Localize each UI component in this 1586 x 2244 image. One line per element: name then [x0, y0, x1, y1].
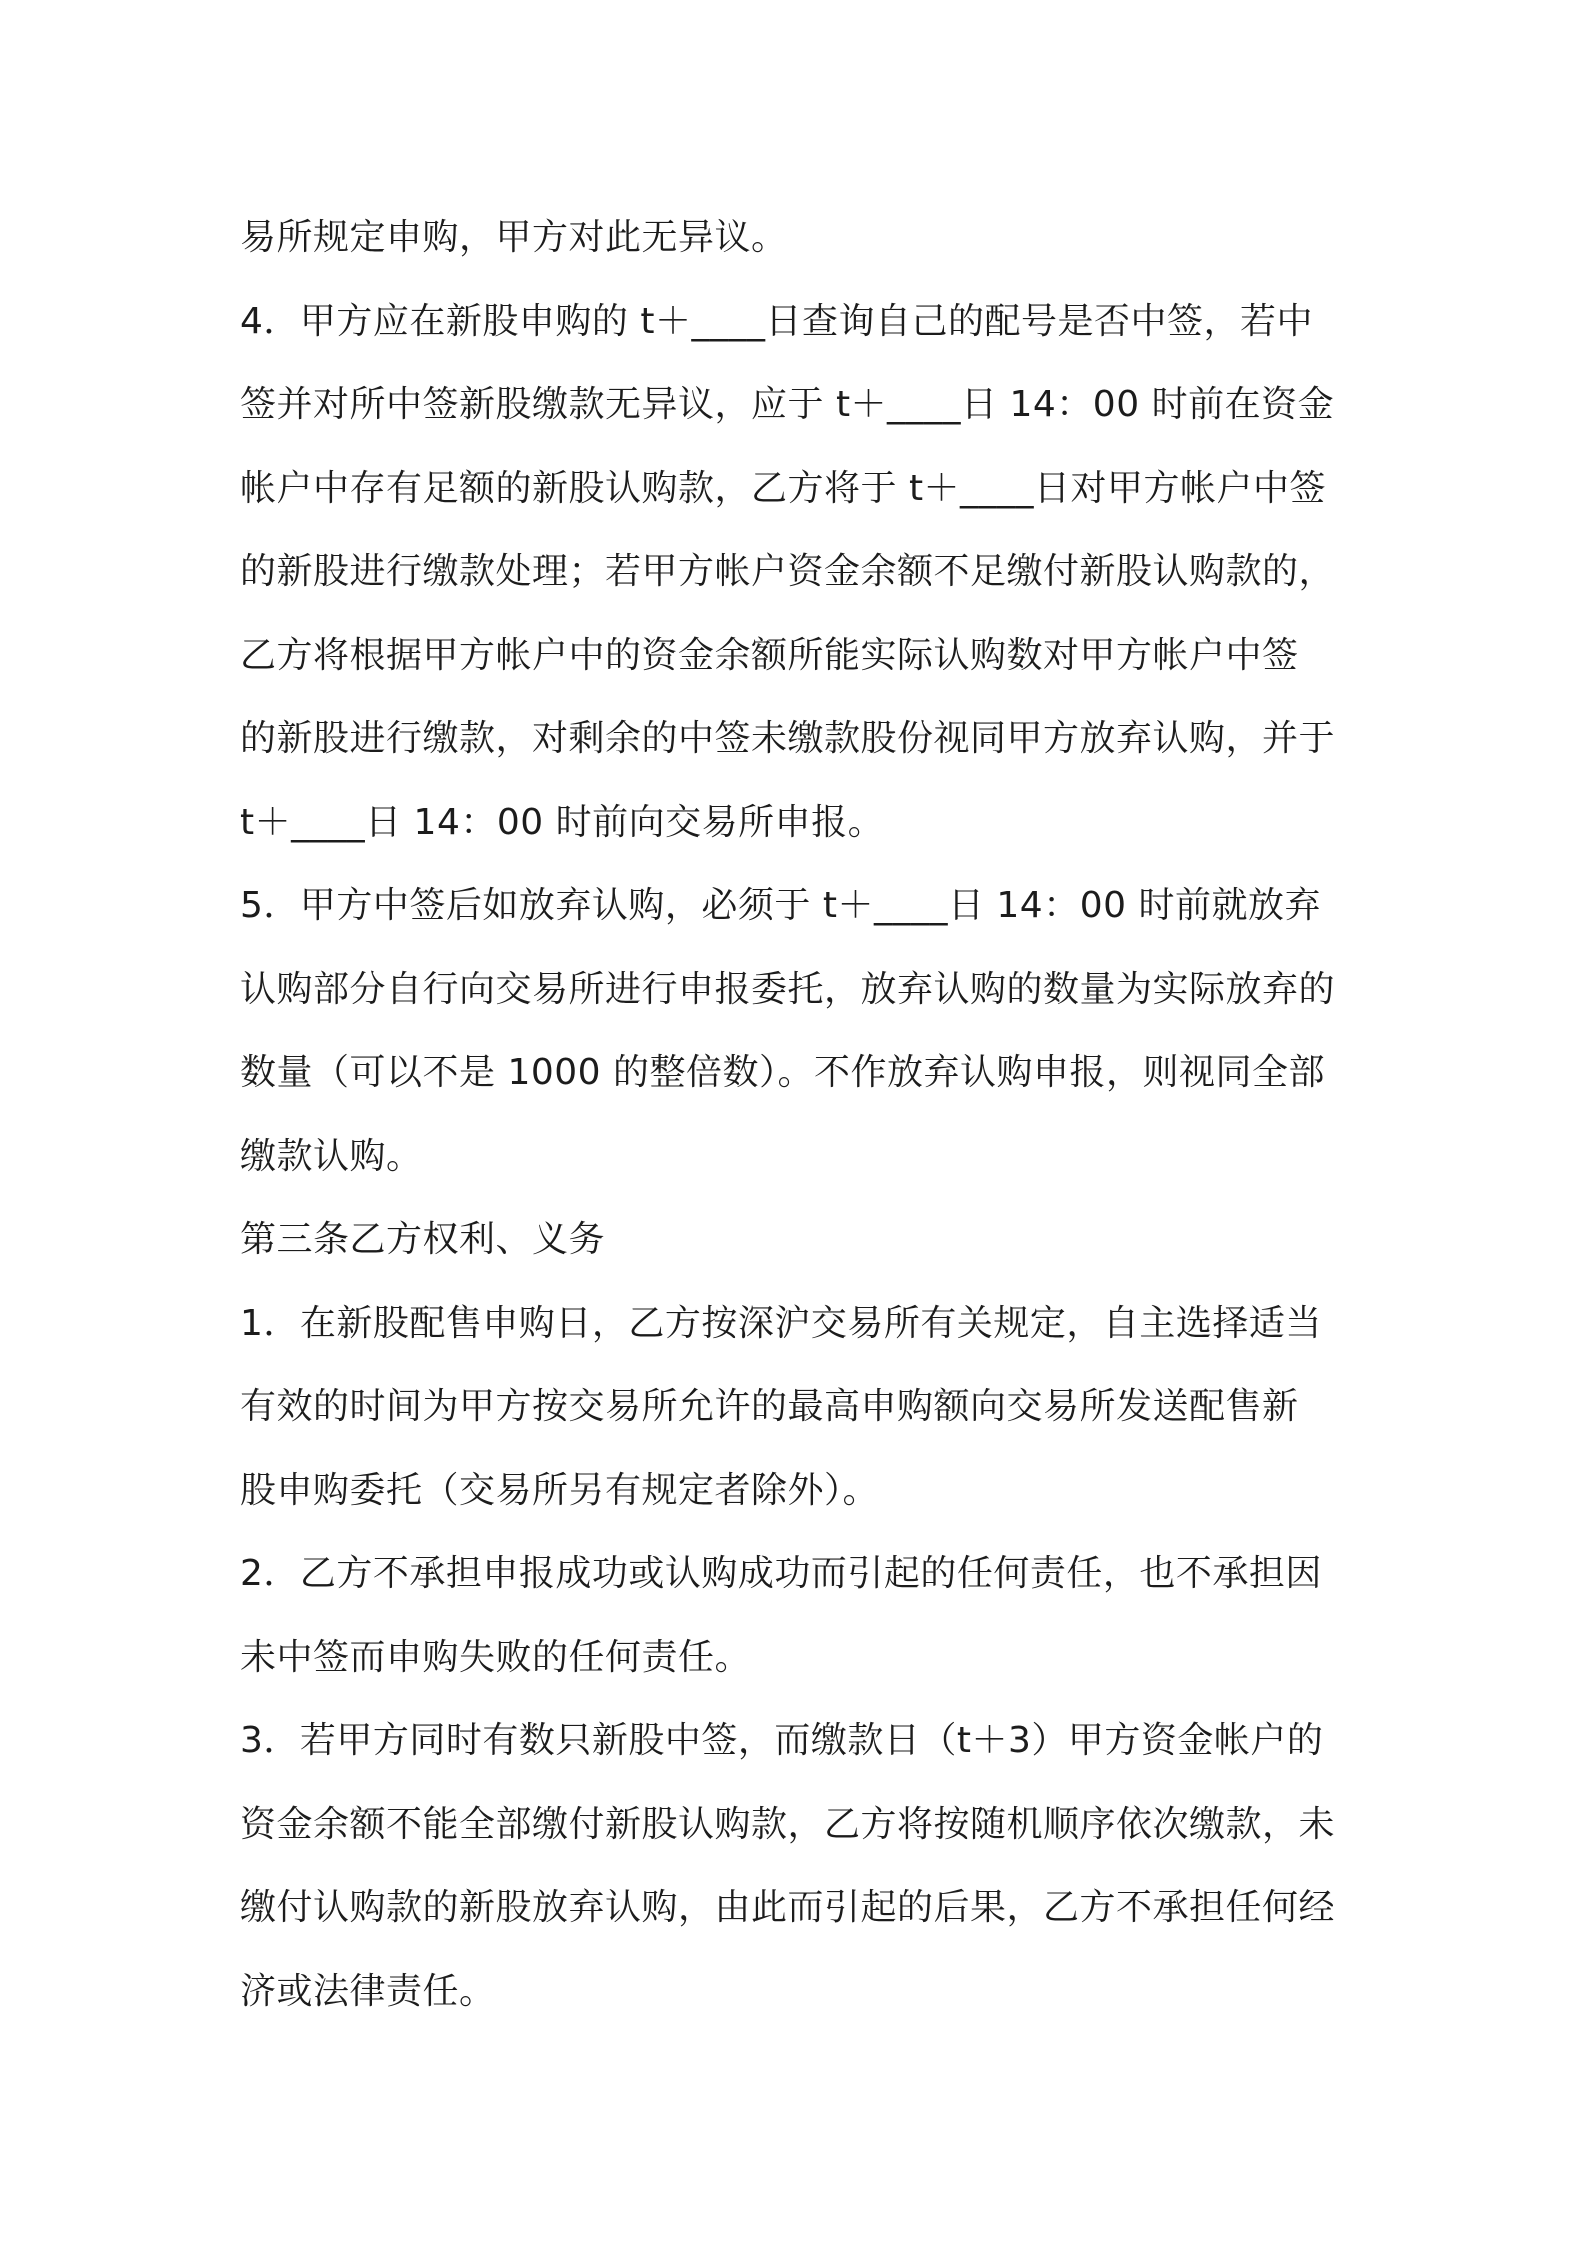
document-body [240, 196, 1360, 2033]
text-line: 缴付认购款的新股放弃认购，由此而引起的后果，乙方不承担任何经 [240, 1887, 1336, 1928]
paragraph-item-4 [240, 280, 1360, 865]
text-line: 2．乙方不承担申报成功或认购成功而引起的任何责任，也不承担因 [240, 1553, 1322, 1594]
text-line: 有效的时间为甲方按交易所允许的最高申购额向交易所发送配售新 [240, 1386, 1299, 1427]
text-line: 帐户中存有足额的新股认购款，乙方将于 t＋____日对甲方帐户中签 [240, 467, 1327, 509]
text-line: 的新股进行缴款处理；若甲方帐户资金余额不足缴付新股认购款的， [240, 551, 1336, 592]
text-line: 5．甲方中签后如放弃认购，必须于 t＋____日 14：00 时前就放弃 [240, 885, 1321, 926]
text-line: 数量（可以不是 1000 的整倍数）。不作放弃认购申报，则视同全部 [240, 1052, 1326, 1093]
text-line: 乙方将根据甲方帐户中的资金余额所能实际认购数对甲方帐户中签 [240, 634, 1299, 676]
text-line: 缴款认购。 [240, 1135, 423, 1177]
paragraph-item-1 [240, 1282, 1360, 1533]
section-heading [240, 1198, 1360, 1282]
paragraph-item-5 [240, 864, 1360, 1198]
text-line: 股申购委托（交易所另有规定者除外）。 [240, 1469, 880, 1511]
text-line: 资金余额不能全部缴付新股认购款，乙方将按随机顺序依次缴款，未 [240, 1803, 1336, 1845]
text-line: 4．甲方应在新股申购的 t＋____日查询自己的配号是否中签，若中 [240, 300, 1313, 342]
text-line: 济或法律责任。 [240, 1970, 496, 2012]
paragraph-continuation [240, 196, 1360, 280]
text-line: 签并对所中签新股缴款无异议，应于 t＋____日 14：00 时前在资金 [240, 384, 1335, 425]
text-line: 3．若甲方同时有数只新股中签，而缴款日（t＋3）甲方资金帐户的 [240, 1720, 1324, 1761]
paragraph-item-3 [240, 1699, 1360, 2033]
heading-text: 第三条乙方权利、义务 [240, 1219, 606, 1260]
paragraph-item-2 [240, 1532, 1360, 1699]
text-line: 易所规定申购，甲方对此无异议。 [240, 217, 788, 258]
text-line: 的新股进行缴款，对剩余的中签未缴款股份视同甲方放弃认购，并于 [240, 718, 1336, 759]
text-line: 1．在新股配售申购日，乙方按深沪交易所有关规定，自主选择适当 [240, 1302, 1322, 1344]
text-line: 认购部分自行向交易所进行申报委托，放弃认购的数量为实际放弃的 [240, 968, 1336, 1010]
text-line: t＋____日 14：00 时前向交易所申报。 [240, 801, 885, 843]
text-line: 未中签而申购失败的任何责任。 [240, 1636, 752, 1678]
